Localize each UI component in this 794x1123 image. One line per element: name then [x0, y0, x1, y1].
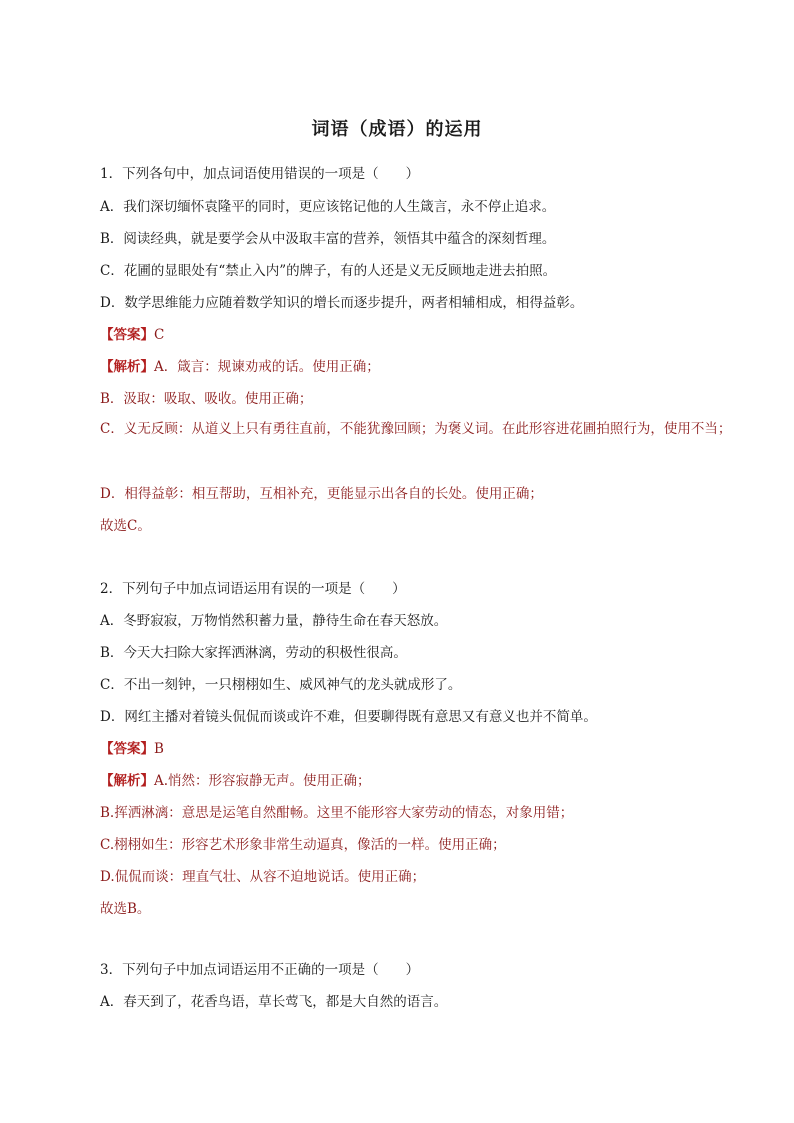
analysis-tag: 【解析】	[100, 359, 154, 375]
q1-answer	[100, 325, 740, 345]
analysis-text: A.悄然：形容寂静无声。使用正确；	[154, 773, 371, 789]
q2-answer	[100, 739, 740, 759]
q3-option-a: A．春天到了，花香鸟语，草长莺飞，都是大自然的语言。	[100, 994, 448, 1010]
q2-option-a: A．冬野寂寂，万物悄然积蓄力量，静待生命在春天怒放。	[100, 613, 448, 629]
q1-option-d: D．数学思维能力应随着数学知识的增长而逐步提升，两者相辅相成，相得益彰。	[100, 295, 584, 311]
q1-option-b: B．阅读经典，就是要学会从中汲取丰富的营养，领悟其中蕴含的深刻哲理。	[100, 231, 556, 247]
q1-analysis-4: D．相得益彰：相互帮助，互相补充，更能显示出各自的长处。使用正确；	[100, 486, 543, 502]
answer-value: B	[154, 741, 164, 757]
q1-option-c: C．花圃的显眼处有“禁止入内”的牌子，有的人还是义无反顾地走进去拍照。	[100, 263, 557, 279]
q2-option-b: B．今天大扫除大家挥洒淋漓，劳动的积极性很高。	[100, 645, 407, 661]
q2-analysis-2: B.挥洒淋漓：意思是运笔自然酣畅。这里不能形容大家劳动的情态，对象用错；	[100, 805, 574, 821]
page-title: 词语（成语）的运用	[311, 119, 483, 140]
q2-option-c: C．不出一刻钟，一只栩栩如生、威风神气的龙头就成形了。	[100, 677, 462, 693]
q2-analysis-4: D.侃侃而谈：理直气壮、从容不迫地说话。使用正确；	[100, 869, 426, 885]
answer-tag: 【答案】	[100, 327, 154, 343]
q1-analysis-3: C．义无反顾：从道义上只有勇往直前，不能犹豫回顾；为褒义词。在此形容进花圃拍照行为，使用不当；	[100, 421, 732, 437]
q1-stem: 1．下列各句中，加点词语使用错误的一项是（ ）	[100, 166, 420, 182]
answer-value: C	[154, 327, 165, 343]
q2-analysis-3: C.栩栩如生：形容艺术形象非常生动逼真，像活的一样。使用正确；	[100, 837, 506, 853]
q2-option-d: D．网红主播对着镜头侃侃而谈或许不难，但要聊得既有意思又有意义也并不简单。	[100, 709, 597, 725]
q2-stem: 2．下列句子中加点词语运用有误的一项是（ ）	[100, 581, 406, 597]
q3-stem: 3．下列句子中加点词语运用不正确的一项是（ ）	[100, 962, 420, 978]
q1-conclusion: 故选C。	[100, 518, 151, 534]
q1-option-a: A．我们深切缅怀袁隆平的同时，更应该铭记他的人生箴言，永不停止追求。	[100, 199, 556, 215]
q2-conclusion: 故选B。	[100, 901, 151, 917]
analysis-text: A．箴言：规谏劝戒的话。使用正确；	[154, 359, 380, 375]
answer-tag: 【答案】	[100, 741, 154, 757]
q1-analysis-2: B．汲取：吸取、吸收。使用正确；	[100, 391, 313, 407]
q1-analysis-1	[100, 357, 740, 377]
analysis-tag: 【解析】	[100, 773, 154, 789]
q2-analysis-1	[100, 771, 740, 791]
